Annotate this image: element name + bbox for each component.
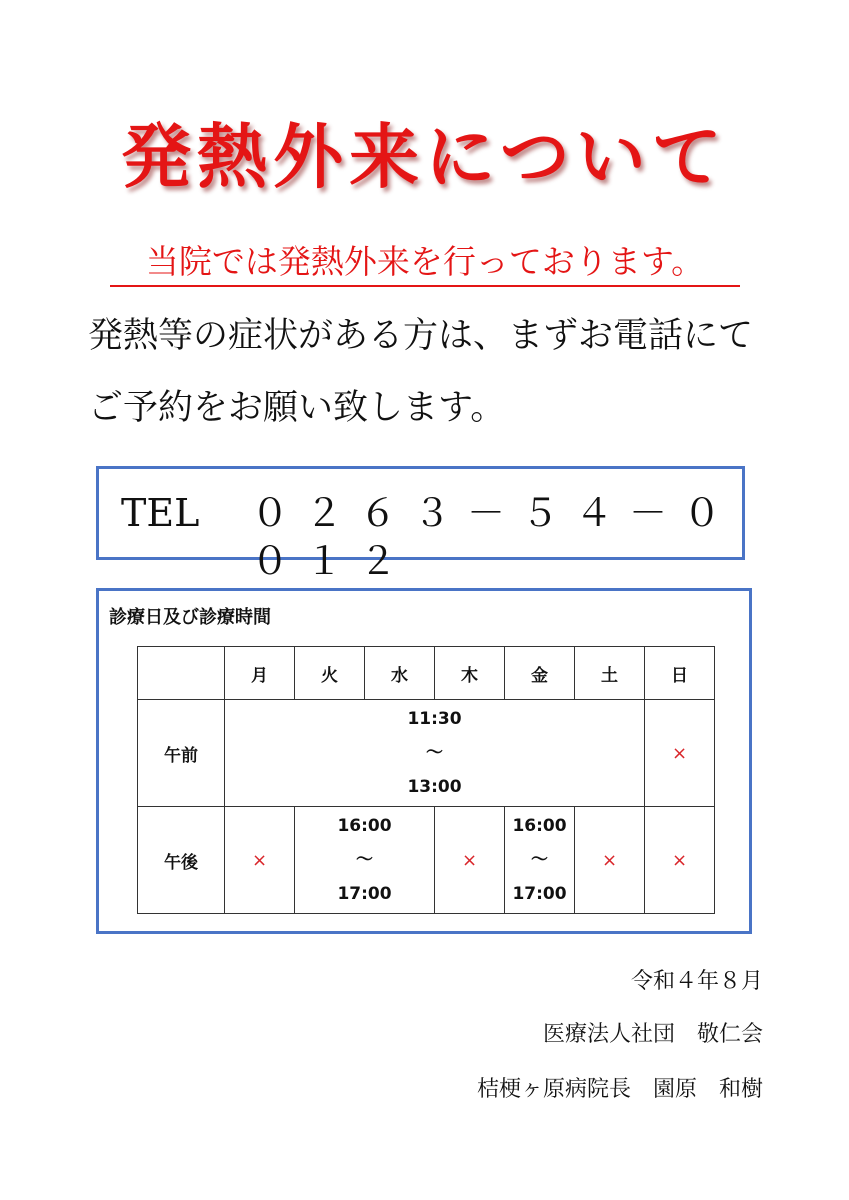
pm-tue-wed-time-separator: ～	[356, 850, 373, 870]
table-header-row	[138, 647, 715, 700]
pm-thursday-closed-mark: ×	[435, 807, 505, 914]
pm-saturday-closed-mark: ×	[575, 807, 645, 914]
am-time-separator: ～	[426, 743, 443, 763]
schedule-caption: 診療日及び診療時間	[109, 607, 271, 628]
organization-name: 医療法人社団 敬仁会	[542, 1022, 763, 1047]
table-row-pm	[138, 807, 715, 914]
am-time-end: 13:00	[407, 777, 462, 797]
phone-label: TEL	[121, 491, 200, 535]
pm-hours-tue-wed-cell	[295, 807, 435, 914]
am-time-start: 11:30	[407, 709, 462, 729]
subtitle: 当院では発熱外来を行っております。	[110, 240, 740, 287]
day-header-mon: 月	[225, 647, 295, 700]
pm-hours-fri-cell	[505, 807, 575, 914]
phone-number[interactable]: ０２６３－５４－００１２	[251, 491, 738, 583]
day-header-wed: 水	[365, 647, 435, 700]
schedule-table	[137, 646, 715, 914]
am-sunday-closed-mark: ×	[645, 700, 715, 807]
pm-fri-time-end: 17:00	[512, 884, 567, 904]
day-header-tue: 火	[295, 647, 365, 700]
hospital-director: 桔梗ヶ原病院長 園原 和樹	[476, 1077, 763, 1102]
day-header-fri: 金	[505, 647, 575, 700]
page-title: 発熱外来について	[121, 116, 728, 198]
pm-fri-time-start: 16:00	[512, 816, 567, 836]
day-header-sun: 日	[645, 647, 715, 700]
body-text-line-2: ご予約をお願い致します。	[88, 388, 506, 428]
schedule-box	[96, 588, 752, 934]
phone-box	[96, 466, 745, 583]
table-corner-cell	[138, 647, 225, 700]
issue-date: 令和４年８月	[630, 969, 763, 994]
day-header-sat: 土	[575, 647, 645, 700]
pm-fri-time-separator: ～	[531, 850, 548, 870]
pm-tue-wed-time-start: 16:00	[337, 816, 392, 836]
row-label-pm: 午後	[138, 807, 225, 914]
table-row-am	[138, 700, 715, 807]
pm-monday-closed-mark: ×	[225, 807, 295, 914]
body-text-line-1: 発熱等の症状がある方は、まずお電話にて	[88, 316, 754, 356]
day-header-thu: 木	[435, 647, 505, 700]
am-hours-cell	[225, 700, 645, 807]
pm-tue-wed-time-end: 17:00	[337, 884, 392, 904]
pm-sunday-closed-mark: ×	[645, 807, 715, 914]
row-label-am: 午前	[138, 700, 225, 807]
